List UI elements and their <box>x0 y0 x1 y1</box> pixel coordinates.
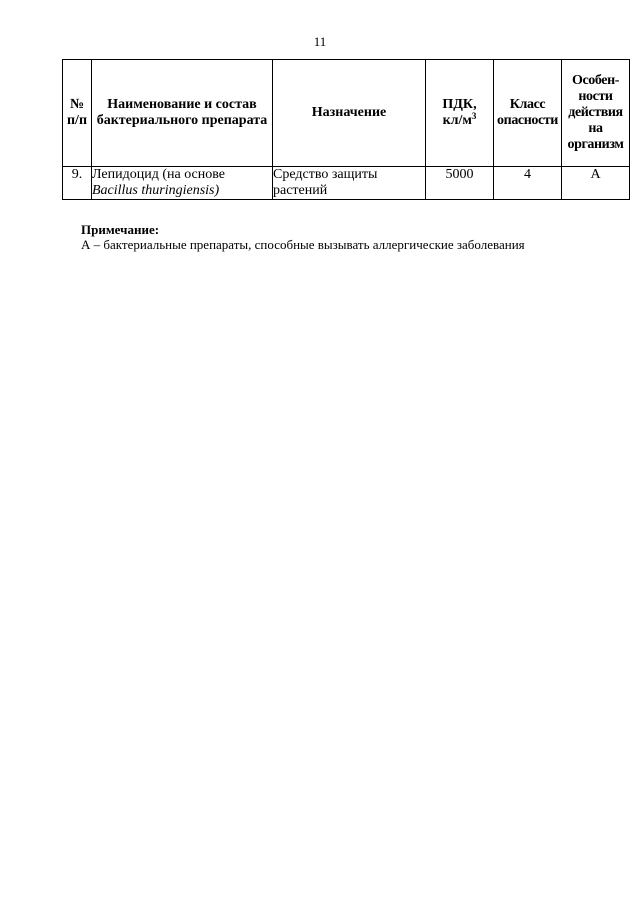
cell-name <box>92 167 273 200</box>
cell-purpose <box>273 167 426 200</box>
header-pdk-unit: кл/м <box>442 113 472 128</box>
page-number: 11 <box>313 34 327 49</box>
header-class-line2: опасности <box>497 113 558 128</box>
header-features-line2: ности <box>578 89 613 104</box>
header-number-line1: № <box>69 97 85 112</box>
header-class-line1: Класс <box>509 97 546 112</box>
header-features-line5: организм <box>567 137 624 152</box>
header-features <box>562 60 630 167</box>
header-pdk-line1: ПДК, <box>442 97 477 112</box>
cell-purpose-line1: Средство защиты <box>273 167 378 182</box>
header-features-line4: на <box>588 121 603 136</box>
header-name-line2: бактериального препарата <box>96 113 268 128</box>
header-number-line2: п/п <box>66 113 88 128</box>
header-purpose <box>273 60 426 167</box>
cell-name-line1: Лепидоцид (на основе <box>92 167 225 182</box>
cell-name-line2: Bacillus thuringiensis) <box>92 183 220 198</box>
cell-hazard-class: 4 <box>494 167 562 200</box>
note-title: Примечание: <box>81 222 160 237</box>
header-pdk <box>426 60 494 167</box>
table-header-row <box>63 60 630 167</box>
header-name <box>92 60 273 167</box>
header-pdk-superscript: 3 <box>471 111 477 121</box>
cell-number: 9. <box>63 167 92 200</box>
header-name-line1: Наименование и состав <box>107 97 257 112</box>
header-features-line3: действия <box>568 105 623 120</box>
table-row <box>63 167 630 200</box>
cell-pdk: 5000 <box>426 167 494 200</box>
header-number <box>63 60 92 167</box>
cell-purpose-line2: растений <box>273 183 328 198</box>
preparations-table <box>62 59 630 200</box>
header-pdk-line2 <box>426 113 493 129</box>
header-features-line1: Особен- <box>571 73 620 88</box>
note-block <box>81 222 621 252</box>
header-hazard-class <box>494 60 562 167</box>
header-purpose-text: Назначение <box>311 105 387 120</box>
note-text: А – бактериальные препараты, способные вызывать аллергические заболевания <box>81 237 525 252</box>
cell-features: А <box>562 167 630 200</box>
